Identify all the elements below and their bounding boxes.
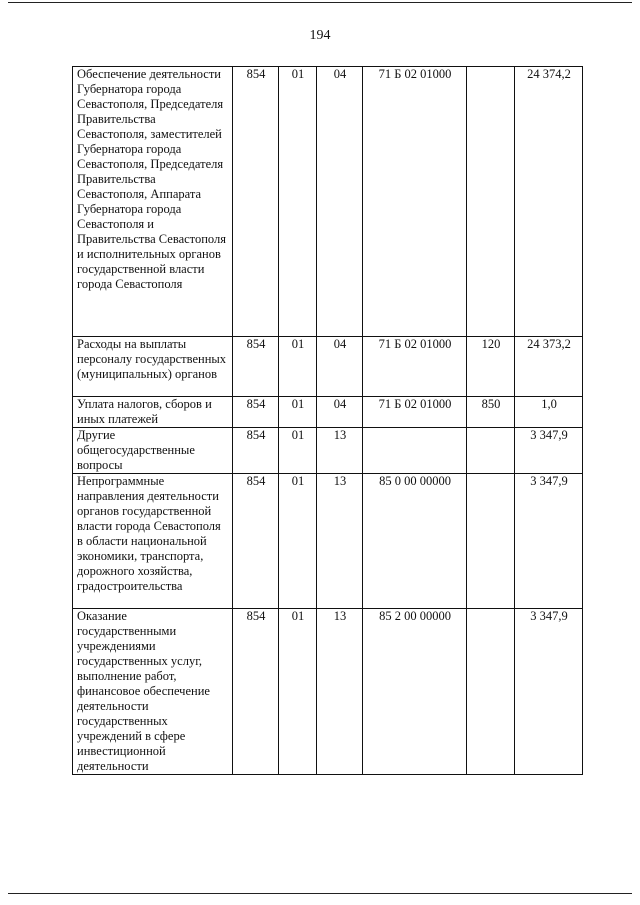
subsection-code: 04 [317, 337, 363, 397]
ministry-code: 854 [233, 609, 279, 775]
target-article-code: 85 2 00 00000 [363, 609, 467, 775]
table-row [73, 428, 583, 474]
table-row [73, 337, 583, 397]
target-article-code: 71 Б 02 01000 [363, 337, 467, 397]
section-code: 01 [279, 337, 317, 397]
expense-type-code: 850 [467, 397, 515, 428]
expense-type-code: 120 [467, 337, 515, 397]
amount-value: 3 347,9 [515, 428, 583, 474]
row-name: Непрограммные направления деятельности органов государственной власти города Севастополя в области национальной экономики, транспорта, дорожного хозяйства, градостроительства [73, 474, 233, 609]
section-code: 01 [279, 428, 317, 474]
section-code: 01 [279, 609, 317, 775]
subsection-code: 13 [317, 609, 363, 775]
section-code: 01 [279, 397, 317, 428]
table-row [73, 397, 583, 428]
amount-value: 3 347,9 [515, 609, 583, 775]
table-row [73, 474, 583, 609]
ministry-code: 854 [233, 428, 279, 474]
row-name: Уплата налогов, сборов и иных платежей [73, 397, 233, 428]
row-name: Обеспечение деятельности Губернатора города Севастополя, Председателя Правительства Севастополя, заместителей Губернатора города Севастополя, Председателя Правительства Севастополя, Аппарата Губернатора города Севастополя и Правительства Севастополя и исполнительных органов государственной власти города Севастополя [73, 67, 233, 337]
target-article-code [363, 428, 467, 474]
row-name: Другие общегосударственные вопросы [73, 428, 233, 474]
subsection-code: 13 [317, 474, 363, 609]
expense-type-code [467, 609, 515, 775]
amount-value: 3 347,9 [515, 474, 583, 609]
section-code: 01 [279, 67, 317, 337]
page-number: 194 [309, 28, 331, 43]
amount-value: 24 374,2 [515, 67, 583, 337]
expense-type-code [467, 474, 515, 609]
row-name: Оказание государственными учреждениями государственных услуг, выполнение работ, финансовое обеспечение деятельности государственных учреждений в сфере инвестиционной деятельности [73, 609, 233, 775]
subsection-code: 13 [317, 428, 363, 474]
table-row [73, 609, 583, 775]
subsection-code: 04 [317, 67, 363, 337]
budget-table [72, 66, 583, 775]
expense-type-code [467, 428, 515, 474]
section-code: 01 [279, 474, 317, 609]
target-article-code: 85 0 00 00000 [363, 474, 467, 609]
amount-value: 1,0 [515, 397, 583, 428]
target-article-code: 71 Б 02 01000 [363, 67, 467, 337]
target-article-code: 71 Б 02 01000 [363, 397, 467, 428]
scan-bottom-border [8, 893, 632, 894]
expense-type-code [467, 67, 515, 337]
ministry-code: 854 [233, 67, 279, 337]
table-row [73, 67, 583, 337]
ministry-code: 854 [233, 397, 279, 428]
scan-top-border [8, 2, 632, 3]
subsection-code: 04 [317, 397, 363, 428]
amount-value: 24 373,2 [515, 337, 583, 397]
ministry-code: 854 [233, 337, 279, 397]
row-name: Расходы на выплаты персоналу государственных (муниципальных) органов [73, 337, 233, 397]
ministry-code: 854 [233, 474, 279, 609]
